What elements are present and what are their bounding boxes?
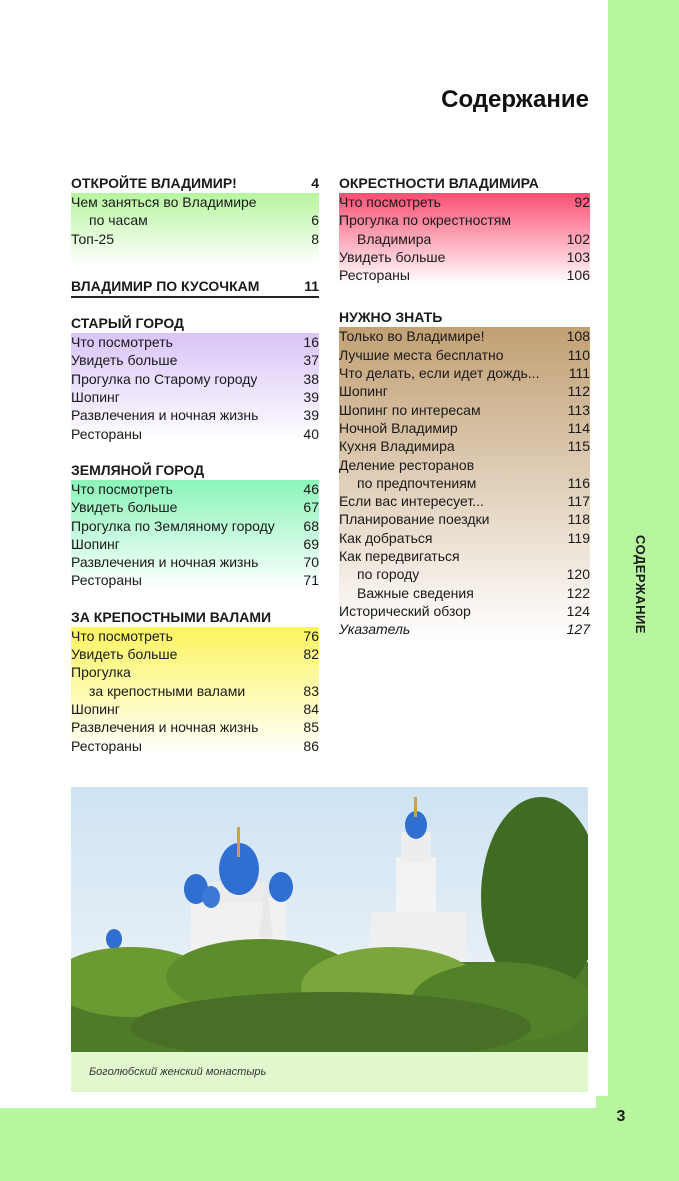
entry-page	[586, 456, 590, 474]
toc-entry[interactable]	[339, 346, 590, 364]
toc-entry[interactable]	[339, 602, 590, 620]
entry-page: 67	[303, 499, 319, 516]
toc-entry[interactable]	[339, 266, 590, 284]
toc-entry[interactable]	[339, 211, 590, 229]
toc-entry[interactable]	[71, 517, 319, 535]
entry-label: Что посмотреть	[71, 480, 173, 497]
entry-page: 111	[568, 365, 590, 382]
toc-entry[interactable]	[339, 437, 590, 455]
toc-entry[interactable]	[71, 571, 319, 589]
entries-outskirts	[339, 193, 590, 284]
entry-page	[586, 547, 590, 565]
entry-page	[315, 193, 319, 211]
entry-page: 117	[567, 493, 590, 510]
toc-entry[interactable]	[71, 663, 319, 681]
monastery-photo	[71, 787, 588, 1052]
entry-label: Как передвигаться	[339, 548, 460, 565]
entry-label: Рестораны	[71, 572, 142, 589]
toc-entry[interactable]	[71, 230, 319, 248]
entry-page: 38	[303, 370, 319, 387]
toc-entry[interactable]	[71, 480, 319, 498]
toc-entry[interactable]	[71, 645, 319, 663]
entries-old-town	[71, 333, 319, 443]
entry-page	[315, 663, 319, 681]
section-title: ЗЕМЛЯНОЙ ГОРОД	[71, 461, 205, 478]
toc-entry[interactable]	[339, 565, 590, 583]
page-number: 3	[616, 1108, 626, 1125]
entry-label: Развлечения и ночная жизнь	[71, 407, 259, 424]
entries-earth-town	[71, 480, 319, 590]
entries-open	[71, 193, 319, 266]
side-section-label: СОДЕРЖАНИЕ	[633, 535, 648, 634]
entry-page: 122	[566, 584, 590, 601]
toc-entry[interactable]	[71, 682, 319, 700]
section-earth-town[interactable]	[71, 461, 319, 479]
toc-entry[interactable]	[339, 327, 590, 345]
toc-entry[interactable]	[71, 370, 319, 388]
entry-label: Как добраться	[339, 529, 433, 546]
entry-page: 116	[567, 474, 590, 491]
entry-page: 127	[566, 621, 590, 638]
entry-label: Рестораны	[71, 737, 142, 754]
entry-page: 114	[567, 419, 590, 436]
section-title: ОТКРОЙТЕ ВЛАДИМИР!	[71, 175, 237, 191]
entry-page: 110	[567, 346, 590, 363]
entry-label: Развлечения и ночная жизнь	[71, 554, 259, 571]
section-beyond-walls[interactable]	[71, 608, 319, 626]
entry-page: 39	[303, 407, 319, 424]
toc-entry[interactable]	[71, 553, 319, 571]
section-title: НУЖНО ЗНАТЬ	[339, 309, 443, 326]
entry-page: 16	[303, 334, 319, 351]
toc-entry[interactable]	[339, 620, 590, 638]
toc-entry[interactable]	[339, 401, 590, 419]
entry-label: Если вас интересует...	[339, 493, 484, 510]
entry-label: Рестораны	[71, 425, 142, 442]
entry-label: Шопинг	[71, 700, 120, 717]
toc-entry[interactable]	[339, 382, 590, 400]
entry-page: 83	[303, 682, 319, 699]
toc-entry[interactable]	[71, 737, 319, 755]
entry-label: Исторический обзор	[339, 602, 471, 619]
entry-label: Указатель	[339, 621, 411, 638]
toc-entry[interactable]	[339, 248, 590, 266]
entry-label: Что посмотреть	[71, 334, 173, 351]
toc-entry[interactable]	[71, 718, 319, 736]
entry-label: Шопинг по интересам	[339, 401, 481, 418]
section-title: ЗА КРЕПОСТНЫМИ ВАЛАМИ	[71, 608, 272, 625]
section-vladimir-pieces[interactable]	[71, 277, 319, 298]
entry-page: 76	[303, 627, 319, 644]
entry-label: Прогулка по Старому городу	[71, 370, 258, 387]
entry-label: Чем заняться во Владимире	[71, 194, 257, 210]
entry-label: Топ-25	[71, 230, 115, 247]
entry-page: 8	[311, 230, 319, 247]
entry-label: Прогулка по Земляному городу	[71, 517, 275, 534]
toc-entry[interactable]	[71, 425, 319, 443]
section-old-town[interactable]	[71, 314, 319, 332]
toc-entry[interactable]	[339, 584, 590, 602]
toc-entry[interactable]	[339, 364, 590, 382]
toc-entry[interactable]	[339, 474, 590, 492]
entry-label: Прогулка	[71, 664, 131, 681]
entry-page: 68	[303, 517, 319, 534]
photo-caption-box	[71, 1052, 588, 1092]
entry-page: 82	[303, 646, 319, 663]
toc-entry[interactable]	[71, 627, 319, 645]
section-title: СТАРЫЙ ГОРОД	[71, 315, 185, 332]
toc-entry[interactable]	[71, 211, 319, 229]
entry-page: 113	[567, 401, 590, 418]
section-page: 4	[311, 175, 319, 191]
toc-entry[interactable]	[71, 193, 319, 211]
entry-page: 119	[567, 529, 590, 546]
entry-page: 46	[303, 480, 319, 497]
entry-label: Шопинг	[71, 389, 120, 406]
entry-label: Владимира	[357, 230, 432, 247]
section-open-vladimir[interactable]	[71, 174, 319, 192]
entry-page: 86	[303, 737, 319, 754]
section-title: ОКРЕСТНОСТИ ВЛАДИМИРА	[339, 175, 539, 191]
section-title: ВЛАДИМИР ПО КУСОЧКАМ	[71, 278, 260, 295]
entry-page: 102	[566, 230, 590, 247]
entry-label: Рестораны	[339, 267, 410, 284]
entry-page: 115	[567, 438, 590, 455]
entry-page: 37	[303, 352, 319, 369]
entry-page: 92	[574, 194, 590, 210]
entry-page: 118	[567, 511, 590, 528]
entry-spacer	[71, 248, 319, 266]
entry-label: Только во Владимире!	[339, 328, 485, 345]
entries-beyond-walls	[71, 627, 319, 755]
toc-entry[interactable]	[339, 547, 590, 565]
toc-entry[interactable]	[71, 700, 319, 718]
entry-page: 85	[303, 719, 319, 736]
toc-entry[interactable]	[71, 388, 319, 406]
toc-right-column	[339, 174, 590, 639]
toc-entry[interactable]	[71, 498, 319, 516]
entry-page: 70	[303, 554, 319, 571]
toc-entry[interactable]	[339, 510, 590, 528]
entry-page: 108	[566, 328, 590, 345]
entry-label: Что делать, если идет дождь...	[339, 365, 540, 382]
entry-page: 6	[311, 212, 319, 229]
entry-label: Увидеть больше	[71, 646, 178, 663]
bottom-band	[0, 1108, 679, 1181]
entry-label: Увидеть больше	[339, 248, 446, 265]
toc-entry[interactable]	[339, 492, 590, 510]
entry-page: 71	[303, 572, 319, 589]
entry-label: по городу	[357, 566, 420, 583]
entry-label: Увидеть больше	[71, 499, 178, 516]
entry-page: 69	[303, 535, 319, 552]
section-need-to-know[interactable]	[339, 308, 590, 326]
entry-label: Шопинг	[71, 535, 120, 552]
entry-label: Лучшие места бесплатно	[339, 346, 504, 363]
entry-page: 120	[566, 566, 590, 583]
entry-page: 40	[303, 425, 319, 442]
entry-label: Планирование поездки	[339, 511, 490, 528]
entry-label: за крепостными валами	[89, 682, 246, 699]
entry-page: 106	[566, 267, 590, 284]
toc-entry[interactable]	[71, 535, 319, 553]
entry-label: по часам	[89, 212, 148, 229]
entry-label: Что посмотреть	[71, 627, 173, 644]
toc-entry[interactable]	[339, 230, 590, 248]
entry-label: Прогулка по окрестностям	[339, 212, 511, 229]
toc-entry[interactable]	[71, 333, 319, 351]
entry-label: по предпочтениям	[357, 474, 477, 491]
entries-need-to-know	[339, 327, 590, 638]
entry-label: Что посмотреть	[339, 194, 441, 210]
entry-page	[586, 211, 590, 229]
toc-entry[interactable]	[71, 406, 319, 424]
entry-page: 103	[566, 248, 590, 265]
toc-left-column	[71, 174, 319, 755]
entry-label: Кухня Владимира	[339, 438, 455, 455]
entry-page: 124	[566, 602, 590, 619]
entry-label: Важные сведения	[357, 584, 474, 601]
section-outskirts[interactable]	[339, 174, 590, 192]
page-title: Содержание	[441, 86, 589, 113]
entry-label: Деление ресторанов	[339, 456, 475, 473]
photo-caption: Боголюбский женский монастырь	[89, 1066, 267, 1078]
toc-entry[interactable]	[339, 456, 590, 474]
entry-page: 84	[303, 700, 319, 717]
entry-label: Ночной Владимир	[339, 419, 458, 436]
entry-page: 112	[567, 383, 590, 400]
entry-label: Увидеть больше	[71, 352, 178, 369]
entry-page: 39	[303, 389, 319, 406]
section-page: 11	[304, 278, 319, 295]
entry-label: Шопинг	[339, 383, 388, 400]
toc-entry[interactable]	[339, 419, 590, 437]
toc-entry[interactable]	[339, 193, 590, 211]
toc-entry[interactable]	[71, 351, 319, 369]
toc-entry[interactable]	[339, 529, 590, 547]
entry-label: Развлечения и ночная жизнь	[71, 719, 259, 736]
